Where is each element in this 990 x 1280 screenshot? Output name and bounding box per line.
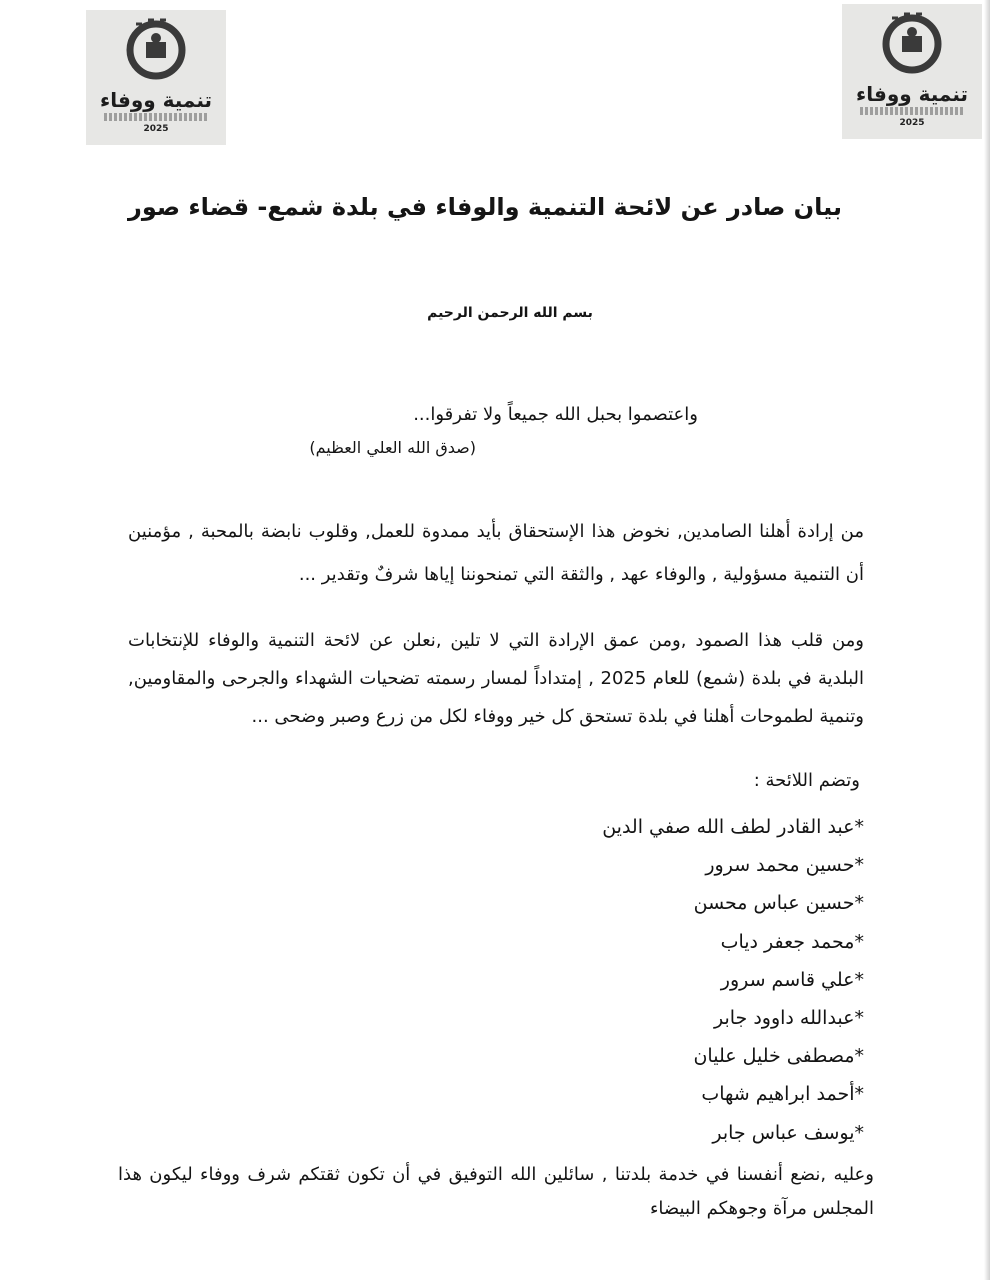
list-item: *مصطفى خليل عليان — [693, 1045, 864, 1068]
logo-subtitle-strip — [104, 113, 208, 121]
closing-paragraph: وعليه ,نضع أنفسنا في خدمة بلدتنا , سائلين الله التوفيق في أن تكون ثقتكم شرف ووفاء ليكون هذا المجلس مرآة وجوهكم البيضاء — [118, 1164, 874, 1219]
paragraph-intro: من إرادة أهلنا الصامدين, نخوض هذا الإستحقاق بأيد ممدوة للعمل, وقلوب نابضة بالمحبة , مؤمنين أن التنمية مسؤولية , والوفاء عهد , والثقة التي تمنحوننا إياها شرفٌ وتقدير ... — [128, 521, 864, 585]
candidate-list — [602, 812, 864, 1156]
verse-reference: (صدق الله العلي العظيم) — [309, 438, 476, 457]
list-item: *عبد القادر لطف الله صفي الدين — [602, 816, 864, 838]
quran-verse: واعتصموا بحبل الله جميعاً ولا تفرقوا... — [413, 404, 698, 425]
logo-emblem-icon — [880, 10, 944, 74]
list-item: *حسين عباس محسن — [693, 892, 864, 915]
list-intro: وتضم اللائحة : — [753, 770, 860, 791]
list-item: *محمد جعفر دياب — [720, 930, 864, 953]
list-item: *يوسف عباس جابر — [712, 1121, 864, 1144]
basmala: بسم الله الرحمن الرحيم — [427, 305, 593, 321]
logo-year: 2025 — [143, 124, 169, 134]
logo-name: تنمية ووفاء — [855, 82, 969, 106]
logo-year: 2025 — [899, 118, 925, 128]
logo-right — [842, 4, 982, 139]
logo-left — [86, 10, 226, 145]
statement-title: بيان صادر عن لائحة التنمية والوفاء في بلدة شمع- قضاء صور — [128, 193, 842, 221]
list-item: *علي قاسم سرور — [720, 968, 864, 991]
list-item: *أحمد ابراهيم شهاب — [701, 1083, 864, 1106]
logo-subtitle-strip — [860, 107, 964, 115]
logo-name: تنمية ووفاء — [99, 88, 213, 112]
list-item: *حسين محمد سرور — [705, 854, 864, 877]
list-item: *عبدالله داوود جابر — [713, 1006, 864, 1029]
page-edge-shadow — [984, 0, 990, 1280]
paragraph-announcement: ومن قلب هذا الصمود ,ومن عمق الإرادة التي لا تلين ,نعلن عن لائحة التنمية والوفاء للإنتخابات البلدية في بلدة (شمع) للعام 2025 , إمتداداً لمسار رسمته تضحيات الشهداء والجرحى والمقاومين, وتنمية لطموحات أهلنا في بلدة تستحق كل خير ووفاء لكل من زرع وصبر وضحى ... — [128, 630, 865, 727]
logo-emblem-icon — [124, 16, 188, 80]
